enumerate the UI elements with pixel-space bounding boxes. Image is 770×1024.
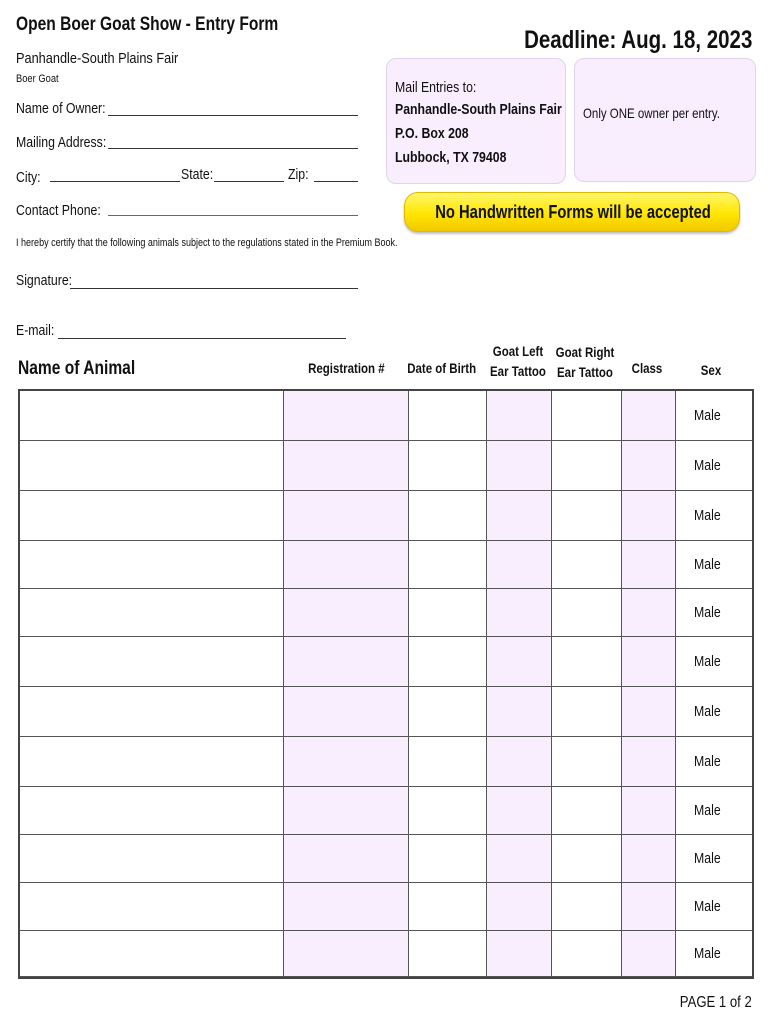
class-cell[interactable] bbox=[622, 491, 676, 541]
dob-cell[interactable] bbox=[409, 687, 487, 737]
header-left-tattoo-line2: Ear Tattoo bbox=[490, 363, 546, 379]
state-label: State: bbox=[181, 166, 214, 183]
sex-cell[interactable] bbox=[676, 541, 752, 589]
sex-value: Male bbox=[694, 945, 721, 962]
contact-phone-field[interactable] bbox=[108, 215, 358, 216]
certification-text: I hereby certify that the following animals subject to the regulations stated in the Premium Book. bbox=[16, 237, 398, 249]
page-indicator: PAGE 1 of 2 bbox=[680, 994, 752, 1011]
zip-label: Zip: bbox=[288, 166, 309, 183]
registration-cell[interactable] bbox=[284, 637, 409, 687]
registration-cell[interactable] bbox=[284, 441, 409, 491]
zip-field[interactable] bbox=[314, 181, 358, 182]
class-cell[interactable] bbox=[622, 883, 676, 931]
dob-cell[interactable] bbox=[409, 491, 487, 541]
city-label: City: bbox=[16, 169, 41, 186]
no-handwritten-banner bbox=[404, 192, 740, 232]
animal-name-cell[interactable] bbox=[20, 835, 284, 883]
left-tattoo-cell[interactable] bbox=[487, 541, 552, 589]
mailing-address-field[interactable] bbox=[108, 148, 358, 149]
right-tattoo-cell[interactable] bbox=[552, 737, 622, 787]
header-left-tattoo-line1: Goat Left bbox=[492, 343, 544, 359]
dob-cell[interactable] bbox=[409, 883, 487, 931]
header-right-tattoo bbox=[548, 342, 622, 382]
dob-cell[interactable] bbox=[409, 787, 487, 835]
left-tattoo-cell[interactable] bbox=[487, 589, 552, 637]
registration-cell[interactable] bbox=[284, 391, 409, 441]
sex-value: Male bbox=[694, 407, 721, 424]
registration-cell[interactable] bbox=[284, 491, 409, 541]
dob-cell[interactable] bbox=[409, 637, 487, 687]
right-tattoo-cell[interactable] bbox=[552, 835, 622, 883]
mail-intro: Mail Entries to: bbox=[395, 79, 477, 96]
sex-cell[interactable] bbox=[676, 787, 752, 835]
owner-note: Only ONE owner per entry. bbox=[583, 105, 720, 121]
owner-name-field[interactable] bbox=[108, 115, 358, 116]
class-cell[interactable] bbox=[622, 835, 676, 883]
mailing-address-label: Mailing Address: bbox=[16, 134, 107, 151]
sex-cell[interactable] bbox=[676, 883, 752, 931]
signature-label: Signature: bbox=[16, 272, 73, 289]
owner-name-label: Name of Owner: bbox=[16, 100, 106, 117]
left-tattoo-cell[interactable] bbox=[487, 737, 552, 787]
dob-cell[interactable] bbox=[409, 391, 487, 441]
sex-value: Male bbox=[694, 604, 721, 621]
right-tattoo-cell[interactable] bbox=[552, 687, 622, 737]
dob-cell[interactable] bbox=[409, 541, 487, 589]
registration-cell[interactable] bbox=[284, 589, 409, 637]
animal-name-cell[interactable] bbox=[20, 589, 284, 637]
registration-cell[interactable] bbox=[284, 835, 409, 883]
sex-value: Male bbox=[694, 653, 721, 670]
city-field[interactable] bbox=[50, 181, 180, 182]
animal-name-cell[interactable] bbox=[20, 391, 284, 441]
header-registration: Registration # bbox=[308, 360, 385, 376]
dob-cell[interactable] bbox=[409, 737, 487, 787]
animal-name-cell[interactable] bbox=[20, 931, 284, 977]
registration-cell[interactable] bbox=[284, 737, 409, 787]
sex-value: Male bbox=[694, 507, 721, 524]
class-cell[interactable] bbox=[622, 541, 676, 589]
dob-cell[interactable] bbox=[409, 589, 487, 637]
sex-cell[interactable] bbox=[676, 637, 752, 687]
dob-cell[interactable] bbox=[409, 931, 487, 977]
left-tattoo-cell[interactable] bbox=[487, 835, 552, 883]
class-cell[interactable] bbox=[622, 737, 676, 787]
form-title: Open Boer Goat Show - Entry Form bbox=[16, 14, 279, 35]
left-tattoo-cell[interactable] bbox=[487, 637, 552, 687]
right-tattoo-cell[interactable] bbox=[552, 391, 622, 441]
registration-cell[interactable] bbox=[284, 787, 409, 835]
header-sex: Sex bbox=[700, 362, 722, 378]
sex-cell[interactable] bbox=[676, 441, 752, 491]
warning-text: No Handwritten Forms will be accepted bbox=[435, 202, 711, 222]
sex-value: Male bbox=[694, 850, 721, 867]
sex-cell[interactable] bbox=[676, 491, 752, 541]
sex-value: Male bbox=[694, 457, 721, 474]
left-tattoo-cell[interactable] bbox=[487, 687, 552, 737]
right-tattoo-cell[interactable] bbox=[552, 589, 622, 637]
dob-cell[interactable] bbox=[409, 441, 487, 491]
sex-cell[interactable] bbox=[676, 931, 752, 977]
class-cell[interactable] bbox=[622, 391, 676, 441]
sex-cell[interactable] bbox=[676, 687, 752, 737]
animal-name-cell[interactable] bbox=[20, 737, 284, 787]
signature-field[interactable] bbox=[70, 288, 358, 289]
right-tattoo-cell[interactable] bbox=[552, 883, 622, 931]
class-cell[interactable] bbox=[622, 787, 676, 835]
class-cell[interactable] bbox=[622, 931, 676, 977]
animal-name-cell[interactable] bbox=[20, 441, 284, 491]
animal-name-cell[interactable] bbox=[20, 787, 284, 835]
deadline: Deadline: Aug. 18, 2023 bbox=[523, 26, 752, 54]
right-tattoo-cell[interactable] bbox=[552, 491, 622, 541]
dob-cell[interactable] bbox=[409, 835, 487, 883]
registration-cell[interactable] bbox=[284, 883, 409, 931]
class-cell[interactable] bbox=[622, 441, 676, 491]
left-tattoo-cell[interactable] bbox=[487, 391, 552, 441]
registration-cell[interactable] bbox=[284, 687, 409, 737]
animal-name-cell[interactable] bbox=[20, 491, 284, 541]
animal-name-cell[interactable] bbox=[20, 687, 284, 737]
mail-line-2: P.O. Box 208 bbox=[395, 125, 469, 142]
header-left-tattoo bbox=[482, 341, 554, 381]
sex-value: Male bbox=[694, 753, 721, 770]
left-tattoo-cell[interactable] bbox=[487, 931, 552, 977]
right-tattoo-cell[interactable] bbox=[552, 637, 622, 687]
right-tattoo-cell[interactable] bbox=[552, 931, 622, 977]
sex-value: Male bbox=[694, 802, 721, 819]
header-right-tattoo-line1: Goat Right bbox=[555, 344, 615, 360]
sex-cell[interactable] bbox=[676, 391, 752, 441]
left-tattoo-cell[interactable] bbox=[487, 883, 552, 931]
left-tattoo-cell[interactable] bbox=[487, 491, 552, 541]
owner-note-box bbox=[574, 58, 756, 182]
registration-cell[interactable] bbox=[284, 541, 409, 589]
mail-entries-box bbox=[386, 58, 566, 184]
animal-name-cell[interactable] bbox=[20, 883, 284, 931]
right-tattoo-cell[interactable] bbox=[552, 541, 622, 589]
contact-phone-label: Contact Phone: bbox=[16, 202, 101, 219]
left-tattoo-cell[interactable] bbox=[487, 441, 552, 491]
left-tattoo-cell[interactable] bbox=[487, 787, 552, 835]
class-cell[interactable] bbox=[622, 687, 676, 737]
right-tattoo-cell[interactable] bbox=[552, 787, 622, 835]
header-right-tattoo-line2: Ear Tattoo bbox=[557, 364, 613, 380]
animal-name-cell[interactable] bbox=[20, 637, 284, 687]
sex-cell[interactable] bbox=[676, 737, 752, 787]
mail-line-3: Lubbock, TX 79408 bbox=[395, 149, 507, 166]
header-dob: Date of Birth bbox=[407, 360, 477, 376]
sex-cell[interactable] bbox=[676, 589, 752, 637]
fair-name: Panhandle-South Plains Fair bbox=[16, 50, 179, 67]
registration-cell[interactable] bbox=[284, 931, 409, 977]
sex-value: Male bbox=[694, 898, 721, 915]
header-class: Class bbox=[631, 360, 663, 376]
state-field[interactable] bbox=[214, 181, 284, 182]
email-field[interactable] bbox=[58, 338, 346, 339]
category-label: Boer Goat bbox=[16, 73, 59, 85]
class-cell[interactable] bbox=[622, 589, 676, 637]
class-cell[interactable] bbox=[622, 637, 676, 687]
sex-value: Male bbox=[694, 703, 721, 720]
sex-value: Male bbox=[694, 556, 721, 573]
right-tattoo-cell[interactable] bbox=[552, 441, 622, 491]
sex-cell[interactable] bbox=[676, 835, 752, 883]
email-label: E-mail: bbox=[16, 322, 55, 339]
header-animal-name: Name of Animal bbox=[18, 358, 136, 379]
animal-name-cell[interactable] bbox=[20, 541, 284, 589]
mail-line-1: Panhandle-South Plains Fair bbox=[395, 101, 562, 118]
entry-table bbox=[18, 389, 754, 979]
